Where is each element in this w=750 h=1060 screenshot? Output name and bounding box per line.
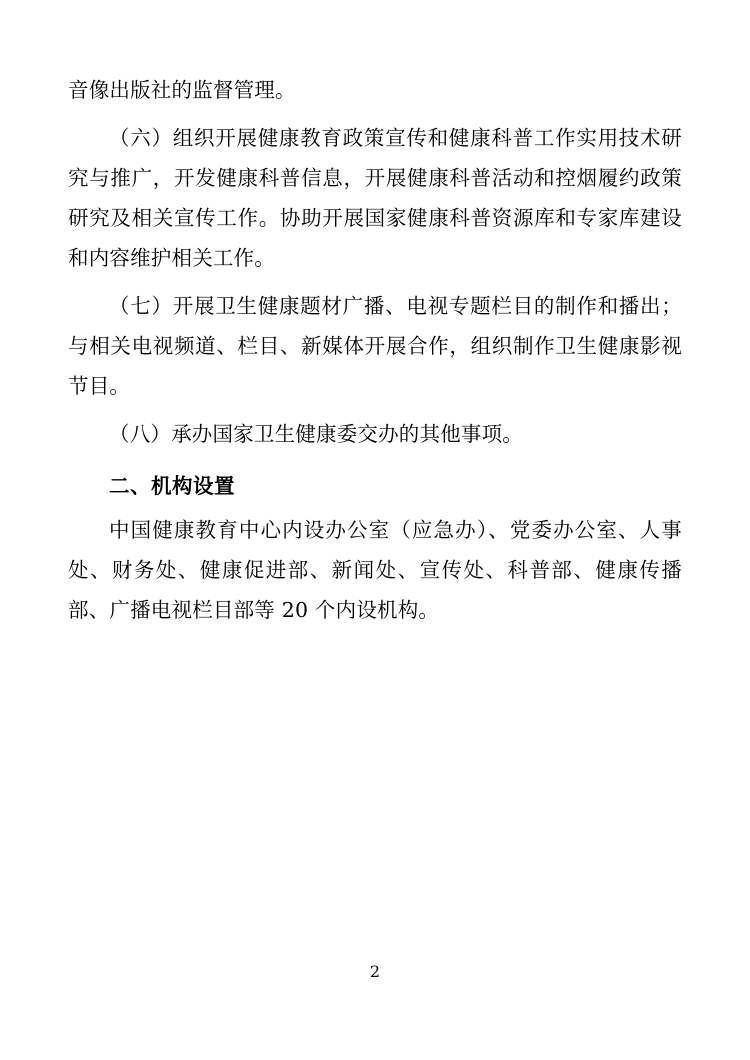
paragraph-continued: 音像出版社的监督管理。 bbox=[68, 78, 296, 102]
paragraph-item-seven: （七）开展卫生健康题材广播、电视专题栏目的制作和播出；与相关电视频道、栏目、新媒体开展合作，组织制作卫生健康影视节目。 bbox=[68, 294, 682, 398]
section-heading-organization-setup: 二、机构设置 bbox=[109, 474, 235, 498]
document-body bbox=[68, 70, 682, 630]
paragraph-item-eight: （八）承办国家卫生健康委交办的其他事项。 bbox=[109, 422, 523, 446]
paragraph-item-six: （六）组织开展健康教育政策宣传和健康科普工作实用技术研究与推广，开发健康科普信息，开展健康科普活动和控烟履约政策研究及相关宣传工作。协助开展国家健康科普资源库和专家库建设和内容维护相关工作。 bbox=[68, 126, 682, 270]
page-number: 2 bbox=[369, 962, 381, 981]
paragraph-organization-setup: 中国健康教育中心内设办公室（应急办）、党委办公室、人事处、财务处、健康促进部、新闻处、宣传处、科普部、健康传播部、广播电视栏目部等 20 个内设机构。 bbox=[68, 518, 682, 622]
